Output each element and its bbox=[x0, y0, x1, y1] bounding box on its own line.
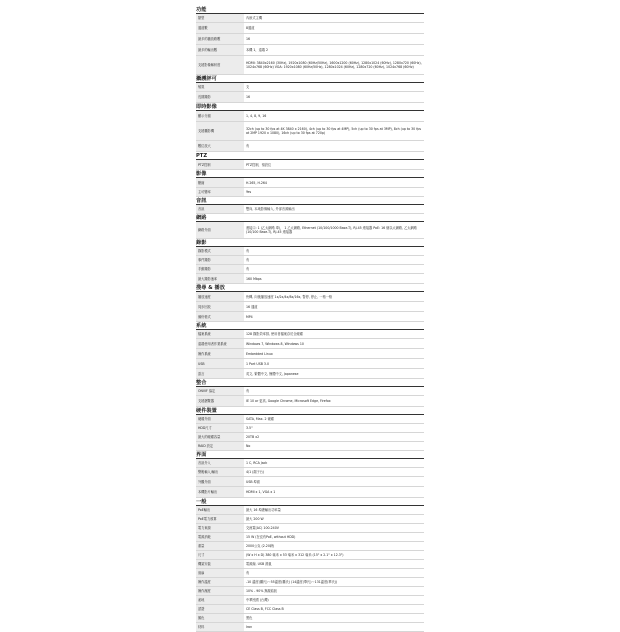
spec-row bbox=[196, 23, 424, 34]
spec-section bbox=[196, 170, 424, 197]
spec-section bbox=[196, 6, 424, 75]
spec-label: ONVIF 協定 bbox=[196, 387, 244, 395]
spec-value: No bbox=[246, 444, 251, 448]
spec-row bbox=[196, 596, 424, 605]
spec-value: 15 W (在沒有PoE, without HDD) bbox=[246, 535, 296, 539]
spec-section bbox=[196, 379, 424, 407]
spec-label: 支援攝影機 bbox=[196, 122, 244, 140]
spec-value: 16 bbox=[246, 37, 251, 41]
spec-value: 電源線, USB 滑鼠 bbox=[246, 562, 272, 566]
spec-label: 材料 bbox=[196, 623, 244, 631]
spec-label: 外觀介面 bbox=[196, 477, 244, 486]
spec-row bbox=[196, 312, 424, 322]
spec-value: MP4 bbox=[246, 314, 253, 319]
spec-label: 操作濕度 bbox=[196, 587, 244, 595]
spec-label: 類型 bbox=[196, 14, 244, 22]
spec-row bbox=[196, 247, 424, 256]
spec-row bbox=[196, 424, 424, 433]
spec-value: 8通道 bbox=[246, 26, 255, 30]
spec-label: 認證 bbox=[196, 605, 244, 613]
spec-value: 20TB x2 bbox=[246, 435, 260, 439]
spec-value: 16 通道 bbox=[246, 304, 258, 309]
spec-row bbox=[196, 83, 424, 92]
spec-row bbox=[196, 533, 424, 542]
spec-label: 備份格式 bbox=[196, 312, 244, 321]
spec-value: SATA, Max. 2 硬碟 bbox=[246, 417, 274, 421]
spec-value: -10 溫度(攝氏)～55溫度(攝氏) (14溫度(華氏)～131溫度(華氏)) bbox=[246, 580, 338, 584]
section-title: 硬件裝置 bbox=[196, 407, 424, 415]
spec-row bbox=[196, 605, 424, 614]
spec-value: CE Class B, FCC Class B bbox=[246, 607, 284, 611]
spec-value: 連接口: 1 (乙太網路 埠)， 1 乙太網路, Ethernet (10/100/1000 Base-T), RJ-45 連接器 PoE: 16 個以太網路, 乙太網路 (10/100 Base-T), RJ-45 連接器 bbox=[246, 226, 417, 234]
spec-row bbox=[196, 359, 424, 369]
spec-label: 重量 bbox=[196, 542, 244, 550]
spec-row bbox=[196, 387, 424, 396]
spec-row bbox=[196, 222, 424, 239]
spec-row bbox=[196, 339, 424, 349]
spec-value: 1 C, RCA Jack bbox=[246, 461, 268, 465]
spec-label: 顯示分割 bbox=[196, 111, 244, 121]
spec-row bbox=[196, 141, 424, 152]
spec-label: 產地 bbox=[196, 596, 244, 604]
spec-value: 內嵌式主機 bbox=[246, 16, 262, 20]
spec-label: HDD尺寸 bbox=[196, 424, 244, 432]
section-title: 攝護評可 bbox=[196, 75, 424, 83]
spec-value: 英文, 繁體中文, 簡體中文, Japanese bbox=[246, 371, 299, 376]
spec-label: 硬碟介面 bbox=[196, 415, 244, 423]
spec-value: H.265, H.264 bbox=[246, 180, 267, 185]
spec-value: HDMI: 3840x2160 (30Hz), 1920x1080 (60Hz/50Hz), 1600x1200 (60Hz), 1280x1024 (60Hz), 1280x720 (60Hz), 1024x768 (60Hz) VGA: 1920x1080 (60Hz/50Hz), 1280x1024 (60Hz), 1280x720 (60Hz), 1024x768 (60Hz) bbox=[246, 61, 422, 69]
spec-row bbox=[196, 292, 424, 302]
spec-label: 通道數 bbox=[196, 23, 244, 33]
spec-label: USB bbox=[196, 359, 244, 368]
spec-row bbox=[196, 92, 424, 103]
spec-row bbox=[196, 265, 424, 274]
spec-label: 操作系統 bbox=[196, 349, 244, 358]
spec-label: 風扇 bbox=[196, 569, 244, 577]
section-title: 音訊 bbox=[196, 197, 424, 205]
spec-value: 1 Port USB 3.0 bbox=[246, 361, 269, 366]
spec-section bbox=[196, 322, 424, 379]
spec-section bbox=[196, 103, 424, 152]
spec-row bbox=[196, 256, 424, 265]
spec-value: 快轉, 向後播放速度 1x/2x/4x/8x/16x, 暫停, 停止, 一格一格 bbox=[246, 294, 333, 299]
spec-value: 2000公克 (2.20磅) bbox=[246, 544, 275, 548]
spec-label: 同步回放 bbox=[196, 302, 244, 311]
section-title: 一般 bbox=[196, 498, 424, 506]
spec-row bbox=[196, 551, 424, 560]
spec-row bbox=[196, 542, 424, 551]
spec-label: 檔案系統 bbox=[196, 330, 244, 338]
spec-value: 有 bbox=[246, 267, 250, 271]
spec-row bbox=[196, 587, 424, 596]
spec-row bbox=[196, 56, 424, 75]
spec-label: 機架安裝 bbox=[196, 560, 244, 568]
section-title: 系統 bbox=[196, 322, 424, 330]
spec-label: 數位放大 bbox=[196, 141, 244, 151]
section-title: 影像 bbox=[196, 170, 424, 178]
spec-row bbox=[196, 369, 424, 379]
spec-label: 本機影片輸出 bbox=[196, 487, 244, 497]
spec-label: 長期錄影 bbox=[196, 92, 244, 102]
spec-row bbox=[196, 477, 424, 487]
spec-label: 操作溫度 bbox=[196, 578, 244, 586]
spec-value: 128 錄影效率排, 使用者檔案存於全硬碟 bbox=[246, 332, 303, 336]
spec-row bbox=[196, 560, 424, 569]
spec-label: 事件錄影 bbox=[196, 256, 244, 264]
spec-value: 10% - 90% 無凝結狀 bbox=[246, 589, 278, 593]
spec-value: 有 bbox=[246, 249, 250, 253]
spec-row bbox=[196, 506, 424, 515]
spec-label: 最大的硬碟容量 bbox=[196, 433, 244, 441]
spec-row bbox=[196, 330, 424, 339]
spec-value: 有 bbox=[246, 144, 250, 148]
spec-row bbox=[196, 524, 424, 533]
spec-row bbox=[196, 569, 424, 578]
spec-section bbox=[196, 407, 424, 451]
section-title: 即時影像 bbox=[196, 103, 424, 111]
spec-row bbox=[196, 578, 424, 587]
spec-label: 支援瀏覽器 bbox=[196, 396, 244, 406]
spec-row bbox=[196, 205, 424, 214]
spec-label: 最多的輸出數 bbox=[196, 45, 244, 55]
spec-row bbox=[196, 34, 424, 45]
spec-label: PoE輸出 bbox=[196, 506, 244, 514]
spec-value: USB 埠面 bbox=[246, 479, 260, 484]
spec-row bbox=[196, 160, 424, 170]
spec-row bbox=[196, 459, 424, 468]
spec-value: 交流電(AC) 100-240V bbox=[246, 526, 279, 530]
spec-section bbox=[196, 498, 424, 632]
spec-section bbox=[196, 451, 424, 498]
spec-value: 160 Mbps bbox=[246, 276, 262, 281]
spec-value: 黑色 bbox=[246, 616, 253, 620]
spec-value: Yes bbox=[246, 190, 252, 194]
section-title: 錄影 bbox=[196, 239, 424, 247]
spec-row bbox=[196, 178, 424, 188]
spec-label: 電源消耗 bbox=[196, 533, 244, 541]
spec-section bbox=[196, 197, 424, 214]
section-title: 搜尋 & 播放 bbox=[196, 284, 424, 292]
spec-value: 16 bbox=[246, 95, 251, 99]
spec-label: 支援影像解析度 bbox=[196, 56, 244, 74]
spec-label: 網路介面 bbox=[196, 222, 244, 238]
spec-label: 遠端使用者作業系統 bbox=[196, 339, 244, 348]
spec-value: 有 bbox=[246, 389, 250, 393]
spec-label: RAID 設定 bbox=[196, 442, 244, 450]
section-title: 網路 bbox=[196, 214, 424, 222]
spec-value: 中華民國 (台灣) bbox=[246, 598, 269, 602]
spec-value: Embedded Linux bbox=[246, 351, 273, 356]
spec-row bbox=[196, 442, 424, 451]
spec-value: HDMI x 1, VGA x 1 bbox=[246, 490, 276, 494]
spec-label: 錄影模式 bbox=[196, 247, 244, 255]
spec-row bbox=[196, 122, 424, 141]
spec-label: 電力來源 bbox=[196, 524, 244, 532]
spec-label: PTZ控制 bbox=[196, 160, 244, 169]
spec-value: PTZ控制，預設位 bbox=[246, 162, 272, 167]
spec-row bbox=[196, 468, 424, 477]
spec-value: 4/1 (端子台) bbox=[246, 470, 265, 474]
spec-row bbox=[196, 396, 424, 407]
spec-row bbox=[196, 302, 424, 312]
spec-value: 支 bbox=[246, 85, 250, 89]
spec-sheet bbox=[196, 6, 424, 632]
spec-section bbox=[196, 214, 424, 239]
spec-label: PoE電力預算 bbox=[196, 515, 244, 523]
spec-label: 壓縮 bbox=[196, 178, 244, 187]
spec-row bbox=[196, 111, 424, 122]
spec-value: 32ch (up to 30 fps at 4K 3840 x 2160), 4ch (up to 30 fps at 4MP), 5ch (up to 30 fps at 3MP), 8ch (up to 30 fps at 2MP 1920 x 1080), 16ch (up to 30 fps at 720p) bbox=[246, 127, 422, 135]
spec-section bbox=[196, 284, 424, 322]
spec-row bbox=[196, 45, 424, 56]
section-title: 整合 bbox=[196, 379, 424, 387]
spec-value: 最大 200 W bbox=[246, 517, 264, 521]
spec-row bbox=[196, 188, 424, 197]
spec-label: 播放速度 bbox=[196, 292, 244, 301]
spec-label: 最多的播放路數 bbox=[196, 34, 244, 44]
spec-row bbox=[196, 274, 424, 284]
spec-label: 音訊介入 bbox=[196, 459, 244, 467]
section-title: 界面 bbox=[196, 451, 424, 459]
spec-value: (W x H x D) 380 毫米 x 53 毫米 x 312 毫米 (15" x 2.1" x 12.3") bbox=[246, 553, 344, 557]
spec-value: 雙向, 本地影像輸入, 外部音源輸出 bbox=[246, 207, 295, 211]
spec-value: Windows 7, Windows 8, Windows 10 bbox=[246, 341, 304, 346]
spec-value: 有 bbox=[246, 571, 250, 575]
spec-label: 語言 bbox=[196, 369, 244, 378]
spec-section bbox=[196, 239, 424, 284]
spec-section bbox=[196, 75, 424, 103]
spec-row bbox=[196, 349, 424, 359]
spec-value: 1, 4, 8, 9, 16 bbox=[246, 114, 267, 118]
spec-value: Iron bbox=[246, 625, 253, 629]
spec-value: 有 bbox=[246, 258, 250, 262]
spec-row bbox=[196, 433, 424, 442]
spec-row bbox=[196, 614, 424, 623]
spec-value: 最大 16 埠總輸出功率量 bbox=[246, 508, 281, 512]
section-title: 功能 bbox=[196, 6, 424, 14]
spec-value: IE 10 or 更高, Google Chrome, Microsoft Edge, Firefox bbox=[246, 399, 331, 403]
spec-label: 手動錄影 bbox=[196, 265, 244, 273]
spec-value: 3.5" bbox=[246, 426, 253, 430]
spec-row bbox=[196, 14, 424, 23]
spec-label: 主可變率 bbox=[196, 188, 244, 196]
spec-label: 最大錄影速率 bbox=[196, 274, 244, 283]
spec-row bbox=[196, 623, 424, 632]
spec-label: 音訊 bbox=[196, 205, 244, 213]
spec-row bbox=[196, 487, 424, 498]
section-title: PTZ bbox=[196, 152, 424, 160]
spec-row bbox=[196, 415, 424, 424]
spec-label: 頻寬 bbox=[196, 83, 244, 91]
spec-label: 尺寸 bbox=[196, 551, 244, 559]
spec-label: 顏色 bbox=[196, 614, 244, 622]
spec-row bbox=[196, 515, 424, 524]
spec-label: 警報輸入/輸出 bbox=[196, 468, 244, 476]
spec-value: 本機 1，遠端 2 bbox=[246, 48, 269, 52]
spec-section bbox=[196, 152, 424, 170]
